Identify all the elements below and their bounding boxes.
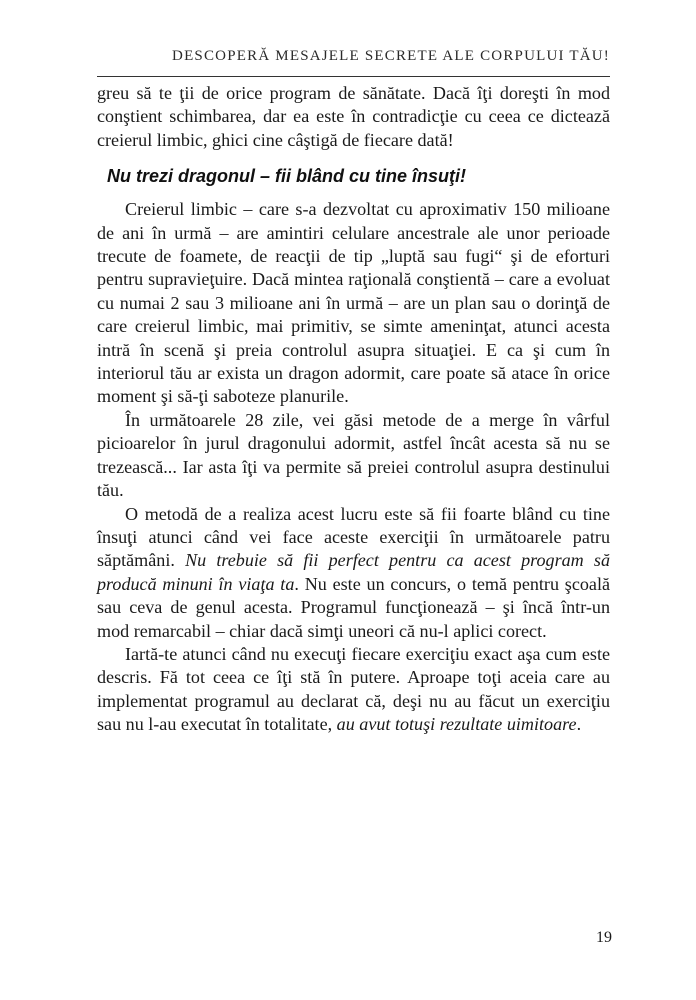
paragraph-forgive-end: . — [576, 714, 582, 735]
paragraph-method — [97, 503, 610, 643]
paragraph-method-italic: Nu trebuie să fii perfect pentru ca acest program să producă minuni în viaţa ta — [97, 550, 610, 594]
header-rule — [97, 76, 610, 77]
paragraph-continuation: greu să te ţii de orice program de sănătate. Dacă îţi doreşti în mod conştient schimbarea, dar ea este în contradicţie cu ceea ce dictează creierul limbic, ghici cine câştigă de fiecare dată! — [97, 83, 610, 150]
page-number: 19 — [596, 929, 612, 946]
paragraph-limbic-brain: Creierul limbic – care s-a dezvoltat cu aproximativ 150 milioane de ani în urmă – are amintiri celulare ancestrale ale unor perioade trecute de foamete, de reacţii de tip „luptă sau fugi“ şi de eforturi pentru supravieţuire. Dacă mintea raţională conştientă – care a evoluat cu numai 2 sau 3 milioane ani în urmă – are un plan sau o dorinţă de care creierul limbic, mai primitiv, se simte ameninţat, atunci acesta intră în scenă şi preia controlul asupra situaţiei. E ca şi cum în interiorul tău ar exista un dragon adormit, care poate să atace în orice moment şi să-ţi saboteze planurile. — [97, 199, 610, 407]
page-body — [97, 82, 610, 737]
running-head-title: DESCOPERĂ MESAJELE SECRETE ALE CORPULUI TĂU! — [172, 48, 610, 64]
paragraph-28-days: În următoarele 28 zile, vei găsi metode de a merge în vârful picioarelor în jurul dragonului adormit, astfel încât acesta să nu se trezească... Iar asta îţi va permite să preiei controlul asupra destinului tău. — [97, 409, 610, 501]
paragraph-method-end: . Nu este un concurs, o temă pentru şcoală sau ceva de genul acesta. Programul funcţionează – şi încă într-un mod remarcabil – chiar dacă simţi uneori că nu-l aplici corect. — [97, 573, 610, 641]
paragraph-forgive — [97, 643, 610, 737]
section-heading: Nu trezi dragonul – fii blând cu tine însuţi! — [107, 166, 467, 187]
paragraph-forgive-start: Iartă-te atunci când nu execuţi fiecare exerciţiu exact aşa cum este descris. Fă tot ceea ce îţi stă în putere. Aproape toţi aceia care au implementat programul au declarat că, deşi nu au făcut un exerciţiu sau nu l-au executat în totalitate, — [97, 643, 610, 735]
paragraph-method-start: O metodă de a realiza acest lucru este să fii foarte blând cu tine însuţi atunci când vei face aceste exerciţii în următoarele patru săptămâni. — [97, 503, 610, 571]
paragraph-forgive-italic: au avut totuşi rezultate uimitoare — [336, 714, 577, 735]
